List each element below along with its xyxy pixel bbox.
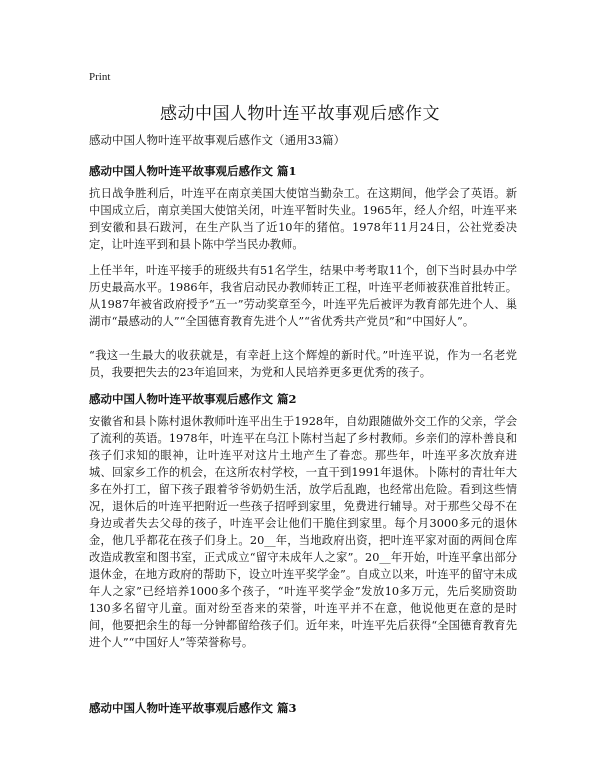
section-heading-2: 感动中国人物叶连平故事观后感作文 篇2 — [89, 392, 297, 406]
section-heading-3: 感动中国人物叶连平故事观后感作文 篇3 — [89, 701, 297, 715]
section-heading-1: 感动中国人物叶连平故事观后感作文 篇1 — [89, 164, 297, 178]
section-2-paragraph-1: 安徽省和县卜陈村退休教师叶连平出生于1928年，自幼跟随做外交工作的父亲，学会了流利的英语。1978年，叶连平在乌江卜陈村当起了乡村教师。乡亲们的淳朴善良和孩子们求知的眼神，让叶连平对这片土地产生了眷恋。那些年，叶连平多次放弃进城、回家乡工作的机会，在这所农村学校，一直干到1991年退休。卜陈村的青壮年大多在外打工，留下孩子跟着爷爷奶奶生活，放学后乱跑，也经常出危险。看到这些情况，退休后的叶连平把附近一些孩子招呼到家里，免费进行辅导。对于那些父母不在身边或者失去父母的孩子，叶连平会让他们干脆住到家里。每个月3000多元的退休金，他几乎都花在孩子们身上。20__年，当地政府出资，把叶连平家对面的两间仓库改造成教室和图书室，正式成立“留守未成年人之家”。20__年开始，叶连平拿出部分退休金，在地方政府的帮助下，设立叶连平奖学金”。自成立以来，叶连平的留守未成年人之家”已经培养1000多个孩子，“叶连平奖学金”发放10多万元，先后奖励资助130多名留守儿童。面对纷至沓来的荣誉，叶连平并不在意，他说他更在意的是时间，他要把余生的每一分钟都留给孩子们。近年来，叶连平先后获得“全国德育教育先进个人”“中国好人”等荣誉称号。 — [89, 415, 517, 649]
print-link[interactable]: Print — [89, 71, 111, 83]
page-title: 感动中国人物叶连平故事观后感作文 — [160, 104, 440, 124]
document-subtitle: 感动中国人物叶连平故事观后感作文（通用33篇） — [89, 133, 346, 147]
section-1-paragraph-2: 上任半年，叶连平接手的班级共有51名学生，结果中考考取11个，创下当时县办中学历史最高水平。1986年，我省启动民办教师转正工程，叶连平老师被获准首批转正。从1987年被省政府授予“五一”劳动奖章至今，叶连平先后被评为教育部先进个人、巢湖市“最感动的人”“全国德育教育先进个人”“省优秀共产党员”和“中国好人”。 — [89, 264, 517, 328]
section-1-paragraph-3: “我这一生最大的收获就是，有幸赶上这个辉煌的新时代。”叶连平说，作为一名老党员，我要把失去的23年追回来，为党和人民培养更多更优秀的孩子。 — [89, 349, 517, 379]
section-1-paragraph-1: 抗日战争胜利后，叶连平在南京美国大使馆当勤杂工。在这期间，他学会了英语。新中国成立后，南京美国大使馆关闭，叶连平暂时失业。1965年，经人介绍，叶连平来到安徽和县石跋河，在生产队当了近10年的猪倌。1978年11月24日，公社党委决定，让叶连平到和县卜陈中学当民办教师。 — [89, 187, 517, 251]
